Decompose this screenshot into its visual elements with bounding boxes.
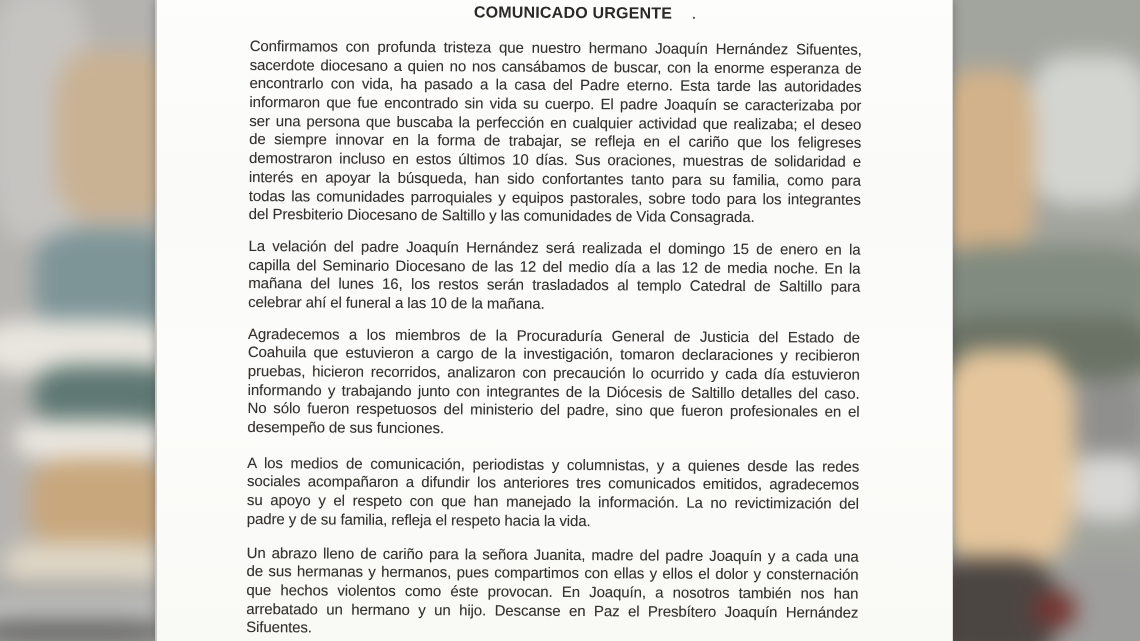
text-line: No sólo fueron respetuosos del ministerio del padre, sino que fueron profesionales en el	[247, 400, 860, 422]
text-line: sacerdote diocesano a quien no nos cansábamos de buscar, con la enorme esperanza de	[249, 56, 862, 78]
backdrop-blob	[15, 420, 155, 460]
document-content	[246, 0, 862, 641]
backdrop-blob	[5, 542, 155, 587]
text-line: arrebatado un hermano y un hijo. Descanse en Paz el Presbítero Joaquín Hernández	[246, 600, 859, 622]
text-line: Un abrazo lleno de cariño para la señora Juanita, madre del padre Joaquín y a cada una	[246, 544, 859, 566]
backdrop-blob	[950, 70, 1035, 260]
backdrop-blob	[55, 50, 155, 220]
paragraph	[246, 544, 859, 641]
text-line: sociales acompañaron a difundir los anteriores tres comunicados emitidos, agradecemos	[247, 473, 860, 495]
background-blur-layer	[950, 0, 1140, 641]
backdrop-blob	[35, 230, 155, 330]
text-line: que hechos violentos como éste provocan. En Joaquín, a nosotros también nos han	[246, 581, 859, 603]
backdrop-blob	[30, 458, 155, 548]
text-line: A los medios de comunicación, periodistas y columnistas, y a quienes desde las redes	[247, 454, 860, 476]
text-line: encontrarlo con vida, ha pasado a la casa del Padre eterno. Esta tarde las autoridades	[249, 75, 862, 97]
backdrop-blob	[1035, 592, 1075, 627]
text-line: informando y trabajando junto con integrantes de la Diócesis de Saltillo detalles del caso.	[247, 381, 860, 403]
document-title: COMUNICADO URGENTE	[473, 4, 673, 23]
text-line: todas las comunidades parroquiales y equipos pastorales, sobre todo para los integrantes	[248, 187, 861, 209]
backdrop-blob	[950, 245, 1140, 325]
background-photo-left	[0, 0, 155, 641]
text-line: desempeño de sus funciones.	[247, 419, 445, 438]
backdrop-blob	[35, 365, 155, 425]
backdrop-blob	[1030, 55, 1140, 205]
paragraph	[247, 326, 860, 442]
text-line: Confirmamos con profunda tristeza que nuestro hermano Joaquín Hernández Sifuentes,	[249, 37, 862, 59]
text-line: informaron que fue encontrado sin vida su cuerpo. El padre Joaquín se caracterizaba por	[249, 94, 862, 115]
text-line: celebrar ahí el funeral a las 10 de la mañana.	[248, 293, 545, 313]
backdrop-blob	[1075, 455, 1140, 520]
text-line: de sus hermanas y hermanos, pues compartimos con ellas y ellos el dolor y consternación	[246, 563, 859, 584]
backdrop-blob	[950, 350, 1075, 565]
text-line: La velación del padre Joaquín Hernández será realizada el domingo 15 de enero en la	[248, 237, 861, 259]
text-line: padre y de su familia, refleja el respeto hacia la vida.	[246, 510, 591, 530]
text-line: Sifuentes.	[246, 619, 312, 637]
background-photo-right	[950, 0, 1140, 641]
text-line: ser una persona que buscaba la perfección en cualquier actividad que realizaba; el deseo	[249, 112, 862, 134]
backdrop-blob	[1075, 380, 1140, 455]
title-stray-mark: .	[692, 6, 696, 22]
text-line: mañana del lunes 16, los restos serán trasladados al templo Catedral de Saltillo para	[248, 275, 861, 296]
text-line: Coahuila que estuvieron a cargo de la investigación, tomaron declaraciones y recibieron	[247, 344, 860, 366]
text-line: Agradecemos a los miembros de la Procuraduría General de Justicia del Estado de	[247, 325, 860, 347]
backdrop-blob	[0, 616, 155, 641]
text-line: capilla del Seminario Diocesano de las 12 del medio día a las 12 de media noche. En la	[248, 256, 861, 278]
text-line: del Presbiterio Diocesano de Saltillo y las comunidades de Vida Consagrada.	[248, 206, 755, 227]
paragraph	[249, 38, 862, 229]
paragraph	[248, 238, 860, 316]
text-line: de siempre innovar en la forma de trabajar, se refleja en el cariño que los feligreses	[249, 131, 862, 153]
document-body	[246, 38, 862, 641]
text-line: demostraron incluso en estos últimos 10 días. Sus oraciones, muestras de solidaridad e	[248, 150, 862, 171]
text-line: interés en apoyar la búsqueda, han sido confortantes tanto para su familia, como para	[248, 168, 861, 190]
document-title-row	[279, 2, 891, 25]
paragraph	[247, 455, 859, 533]
document-page	[155, 0, 953, 641]
text-line: su apoyo y el respeto con que han manejado la información. La no revictimización del	[246, 492, 859, 513]
text-line: pruebas, hicieron recorridos, analizaron con precaución lo ocurrido y cada día estuvieron	[247, 362, 860, 384]
background-blur-layer	[0, 0, 155, 641]
